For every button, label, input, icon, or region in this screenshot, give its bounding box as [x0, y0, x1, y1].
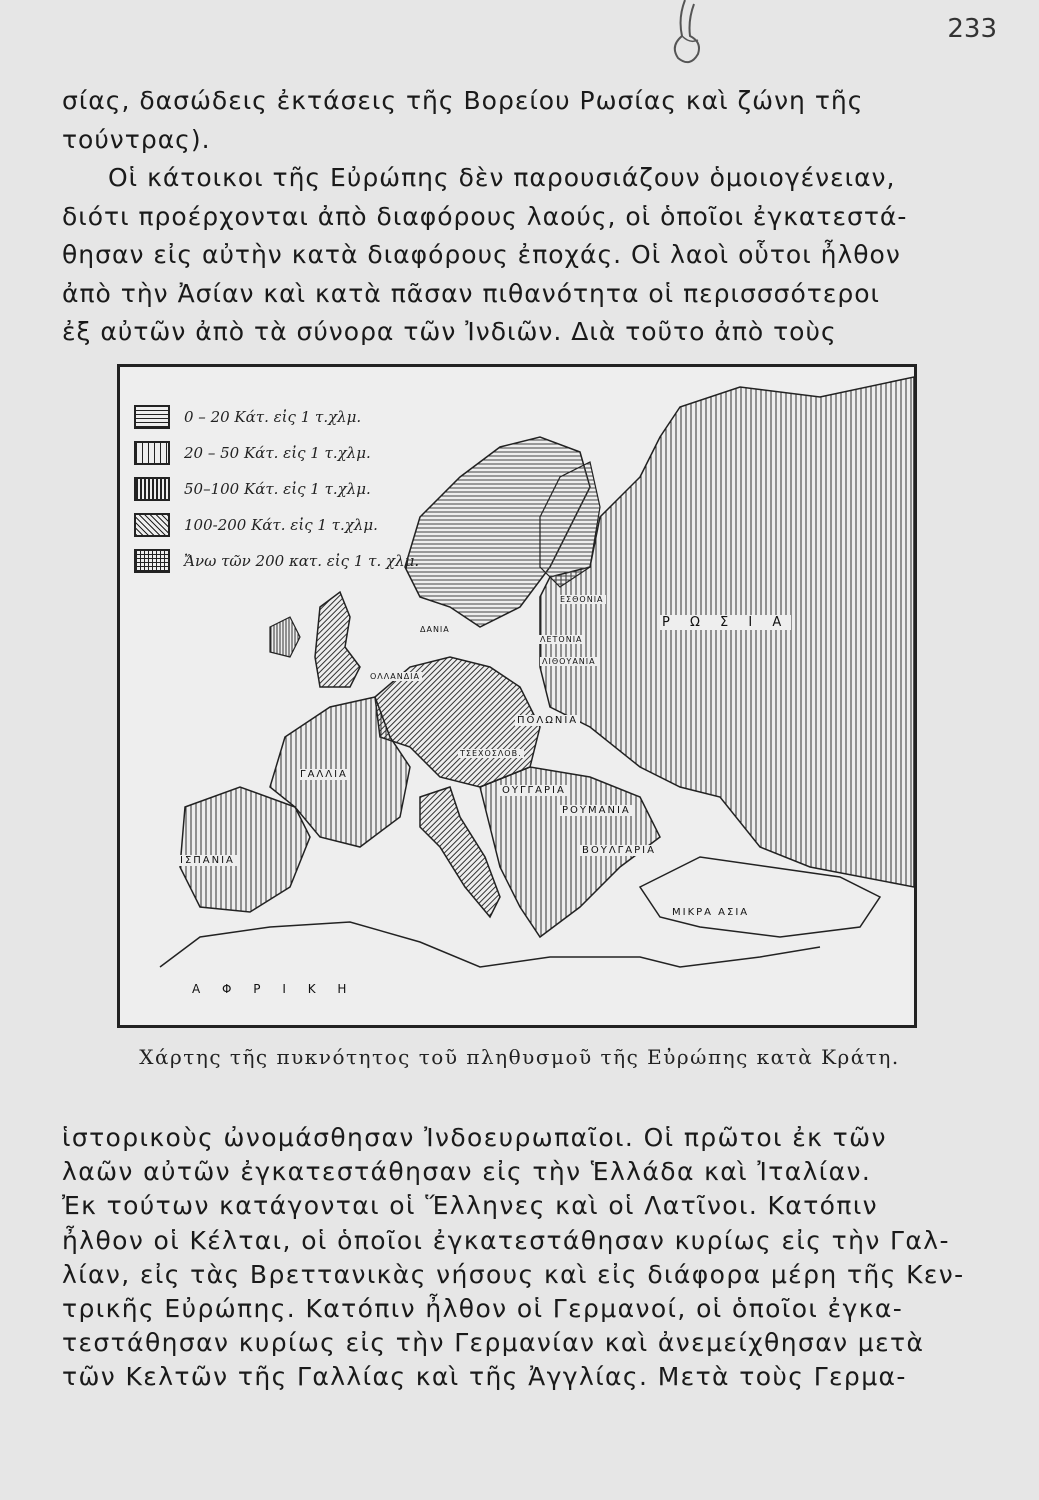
map-label-asia-minor: ΜΙΚΡΑ ΑΣΙΑ	[672, 907, 750, 918]
legend-label: Ἄνω τῶν 200 κατ. εἰς 1 τ. χλμ.	[184, 552, 420, 570]
text-line: λίαν, εἰς τὰς Βρεττανικὰς νήσους καὶ εἰς διάφορα μέρη τῆς Κεν-	[62, 1259, 965, 1289]
map-caption: Χάρτης τῆς πυκνότητος τοῦ πληθυσμοῦ τῆς Εὐρώπης κατὰ Κράτη.	[139, 1045, 900, 1069]
legend-swatch	[134, 549, 170, 573]
map-label-russia: Ρ Ω Σ Ι Α	[662, 615, 790, 630]
map-label-lithuania: ΛΙΘΟΥΑΝΙΑ	[542, 657, 596, 666]
map-label-latvia: ΛΕΤΟΝΙΑ	[540, 635, 583, 644]
legend-label: 0 – 20 Κάτ. εἰς 1 τ.χλμ.	[184, 408, 362, 426]
legend-swatch	[134, 513, 170, 537]
legend-item	[134, 471, 419, 507]
map-label-bulgaria: ΒΟΥΛΓΑΡΙΑ	[582, 845, 656, 856]
text-line: τῶν Κελτῶν τῆς Γαλλίας καὶ τῆς Ἀγγλίας. Μετὰ τοὺς Γερμα-	[62, 1362, 907, 1392]
map-label-poland: ΠΟΛΩΝΙΑ	[517, 715, 579, 726]
bottom-paragraph	[62, 1121, 977, 1395]
map-label-romania: ΡΟΥΜΑΝΙΑ	[562, 805, 631, 816]
iberia-region	[180, 787, 310, 912]
map-label-denmark: ΔΑΝΙΑ	[420, 625, 450, 634]
ireland-region	[270, 617, 300, 657]
population-density-map	[117, 364, 917, 1028]
map-label-czechoslovakia: ΤΣΕΧΟΣΛΟΒ.	[460, 749, 522, 758]
text-line: τεστάθησαν κυρίως εἰς τὴν Γερμανίαν καὶ ἀνεμείχθησαν μετὰ	[62, 1328, 925, 1358]
map-label-france: ΓΑΛΛΙΑ	[300, 769, 348, 780]
legend-swatch	[134, 477, 170, 501]
legend-label: 50–100 Κάτ. εἰς 1 τ.χλμ.	[184, 480, 371, 498]
text-line: ἀπὸ τὴν Ἀσίαν καὶ κατὰ πᾶσαν πιθανότητα οἱ περισσσότεροι	[62, 278, 880, 308]
map-legend	[134, 399, 419, 579]
text-line: λαῶν αὐτῶν ἐγκατεστάθησαν εἰς τὴν Ἑλλάδα καὶ Ἰταλίαν.	[62, 1157, 872, 1187]
legend-label: 100-200 Κάτ. εἰς 1 τ.χλμ.	[184, 516, 378, 534]
text-line: Οἱ κάτοικοι τῆς Εὐρώπης δὲν παρουσιάζουν ὁμοιογένειαν,	[108, 163, 896, 192]
legend-swatch	[134, 441, 170, 465]
map-label-holland: ΟΛΛΑΝΔΙΑ	[370, 672, 421, 681]
britain-region	[315, 592, 360, 687]
text-line: ἱστορικοὺς ὠνομάσθησαν Ἰνδοευρωπαῖοι. Οἱ πρῶτοι ἐκ τῶν	[62, 1123, 887, 1152]
map-label-africa: Α Φ Ρ Ι Κ Η	[192, 982, 356, 996]
text-line: διότι προέρχονται ἀπὸ διαφόρους λαούς, οἱ ὁποῖοι ἐγκατεστά-	[62, 201, 908, 231]
text-line: θησαν εἰς αὐτὴν κατὰ διαφόρους ἐποχάς. Οἱ λαοὶ οὗτοι ἦλθον	[62, 240, 901, 269]
text-line: τούντρας).	[62, 124, 211, 154]
top-paragraph	[62, 82, 977, 352]
map-label-hungary: ΟΥΓΓΑΡΙΑ	[502, 785, 566, 796]
legend-item	[134, 399, 419, 435]
leaf-ornament-icon	[660, 0, 720, 70]
legend-swatch	[134, 405, 170, 429]
legend-label: 20 – 50 Κάτ. εἰς 1 τ.χλμ.	[184, 444, 371, 462]
text-line: ἐξ αὐτῶν ἀπὸ τὰ σύνορα τῶν Ἰνδιῶν. Διὰ τοῦτο ἀπὸ τοὺς	[62, 317, 837, 346]
text-line: σίας, δασώδεις ἐκτάσεις τῆς Βορείου Ρωσίας καὶ ζώνη τῆς	[62, 86, 864, 115]
legend-item	[134, 543, 419, 579]
text-line: τρικῆς Εὐρώπης. Κατόπιν ἦλθον οἱ Γερμανοί, οἱ ὁποῖοι ἐγκα-	[62, 1294, 904, 1324]
page-number: 233	[947, 14, 997, 44]
legend-item	[134, 435, 419, 471]
map-label-spain: ΙΣΠΑΝΙΑ	[180, 855, 235, 866]
text-line: ἦλθον οἱ Κέλται, οἱ ὁποῖοι ἐγκατεστάθησαν κυρίως εἰς τὴν Γαλ-	[62, 1225, 950, 1255]
map-label-estonia: ΕΣΘΟΝΙΑ	[560, 595, 604, 604]
text-line: Ἐκ τούτων κατάγονται οἱ Ἕλληνες καὶ οἱ Λατῖνοι. Κατόπιν	[62, 1191, 879, 1221]
legend-item	[134, 507, 419, 543]
